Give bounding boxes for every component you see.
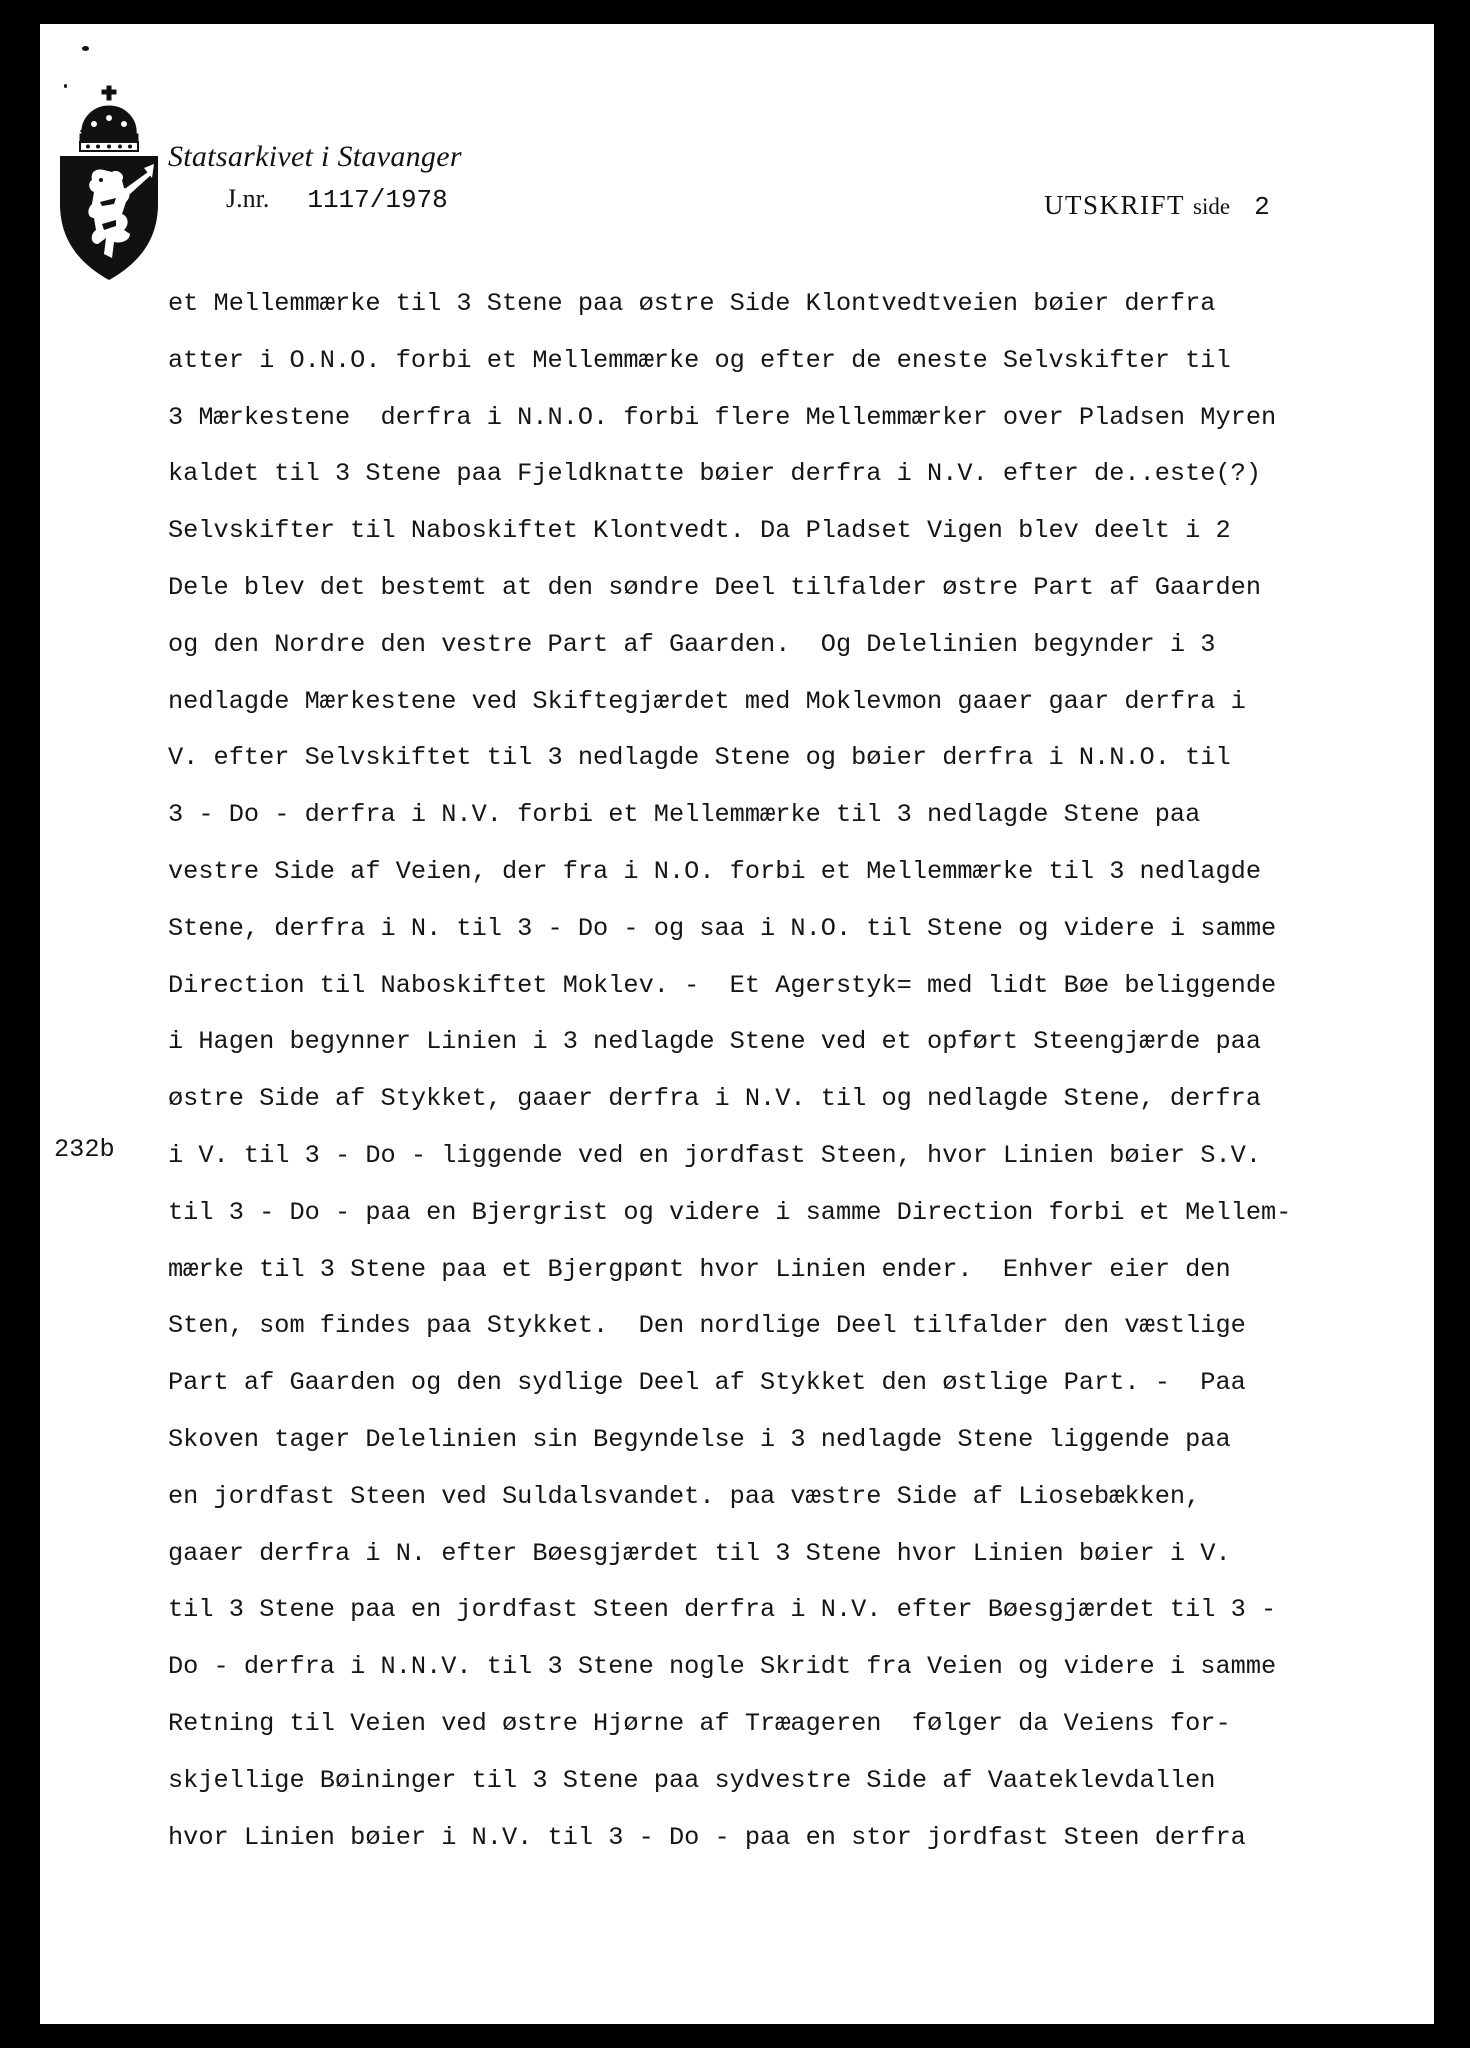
- page-label: side: [1193, 194, 1231, 219]
- text-line: kaldet til 3 Stene paa Fjeldknatte bøier derfra i N.V. efter de..este(?): [168, 459, 1262, 489]
- text-line: Direction til Naboskiftet Moklev. - Et Agerstyk= med lidt Bøe beliggende: [168, 970, 1277, 1000]
- scan-speck: [82, 46, 89, 51]
- text-line: til 3 - Do - paa en Bjergrist og videre i samme Direction forbi et Mellem-: [168, 1197, 1292, 1227]
- text-line: Part af Gaarden og den sydlige Deel af Stykket den østlige Part. - Paa: [168, 1368, 1246, 1398]
- norwegian-coat-of-arms-icon: [54, 84, 164, 284]
- journal-number-label: J.nr.: [226, 184, 270, 213]
- text-line: østre Side af Stykket, gaaer derfra i N.V. til og nedlagde Stene, derfra: [168, 1084, 1262, 1114]
- archive-name: Statsarkivet i Stavanger: [168, 140, 462, 173]
- text-line: 3 - Do - derfra i N.V. forbi et Mellemmærke til 3 nedlagde Stene paa: [168, 800, 1201, 830]
- text-line: Sten, som findes paa Stykket. Den nordlige Deel tilfalder den væstlige: [168, 1311, 1246, 1341]
- transcript-body: [168, 276, 1408, 1866]
- text-line: i V. til 3 - Do - liggende ved en jordfast Steen, hvor Linien bøier S.V.: [168, 1140, 1262, 1170]
- text-line: og den Nordre den vestre Part af Gaarden. Og Delelinien begynder i 3: [168, 629, 1216, 659]
- text-line: Retning til Veien ved østre Hjørne af Træageren følger da Veiens for-: [168, 1708, 1231, 1738]
- margin-folio-note: 232b: [54, 1135, 115, 1164]
- archive-header: [168, 140, 462, 174]
- text-line: Selvskifter til Naboskiftet Klontvedt. Da Pladset Vigen blev deelt i 2: [168, 516, 1231, 546]
- text-line: til 3 Stene paa en jordfast Steen derfra i N.V. efter Bøesgjærdet til 3 -: [168, 1595, 1277, 1625]
- text-line: mærke til 3 Stene paa et Bjergpønt hvor Linien ender. Enhver eier den: [168, 1254, 1231, 1284]
- text-line: en jordfast Steen ved Suldalsvandet. paa væstre Side af Liosebækken,: [168, 1481, 1201, 1511]
- text-line: Do - derfra i N.N.V. til 3 Stene nogle Skridt fra Veien og videre i samme: [168, 1652, 1277, 1682]
- transcript-page-header: [1044, 190, 1270, 222]
- text-line: Skoven tager Delelinien sin Begyndelse i 3 nedlagde Stene liggende paa: [168, 1424, 1231, 1454]
- page-number: 2: [1254, 192, 1270, 222]
- text-line: V. efter Selvskiftet til 3 nedlagde Stene og bøier derfra i N.N.O. til: [168, 743, 1231, 773]
- text-line: nedlagde Mærkestene ved Skiftegjærdet med Moklevmon gaaer gaar derfra i: [168, 686, 1246, 716]
- text-line: atter i O.N.O. forbi et Mellemmærke og efter de eneste Selvskifter til: [168, 345, 1231, 375]
- text-line: Stene, derfra i N. til 3 - Do - og saa i N.O. til Stene og videre i samme: [168, 913, 1277, 943]
- transcript-label: UTSKRIFT: [1044, 190, 1186, 220]
- text-line: vestre Side af Veien, der fra i N.O. forbi et Mellemmærke til 3 nedlagde: [168, 856, 1262, 886]
- text-line: Dele blev det bestemt at den søndre Deel tilfalder østre Part af Gaarden: [168, 572, 1262, 602]
- text-line: gaaer derfra i N. efter Bøesgjærdet til 3 Stene hvor Linien bøier i V.: [168, 1538, 1231, 1568]
- text-line: i Hagen begynner Linien i 3 nedlagde Stene ved et opført Steengjærde paa: [168, 1027, 1262, 1057]
- text-line: 3 Mærkestene derfra i N.N.O. forbi flere Mellemmærker over Pladsen Myren: [168, 402, 1277, 432]
- journal-number-value: 1117/1978: [307, 185, 448, 215]
- text-line: hvor Linien bøier i N.V. til 3 - Do - paa en stor jordfast Steen derfra: [168, 1822, 1246, 1852]
- text-line: et Mellemmærke til 3 Stene paa østre Side Klontvedtveien bøier derfra: [168, 289, 1216, 318]
- text-line: skjellige Bøininger til 3 Stene paa sydvestre Side af Vaateklevdallen: [168, 1765, 1216, 1795]
- journal-number: [226, 184, 448, 215]
